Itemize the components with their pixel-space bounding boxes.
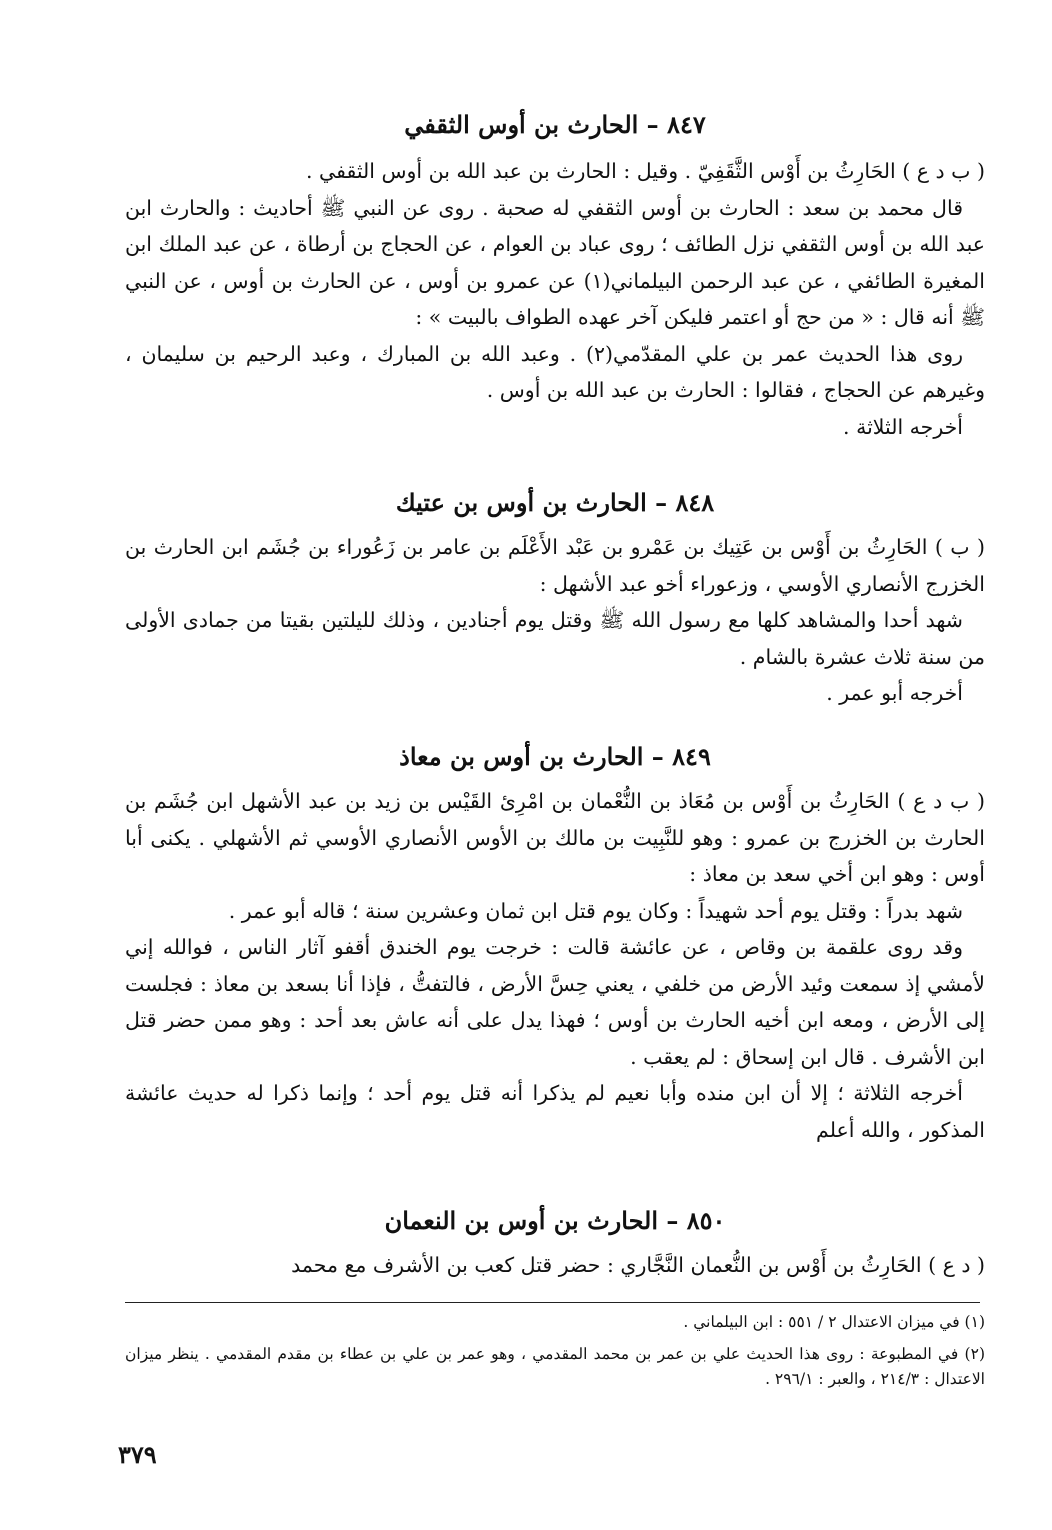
entry-849-intro: ( ب د ع ) الحَارِثُ بن أَوْس بن مُعَاذ بن النُّعْمان بن امْرِئ القَيْس بن زيد بن عبد الأشهل ابن جُشَم بن الحارث بن الخزرج بن عمرو : وهو للنَّبِيت بن مالك بن الأوس الأنصاري الأوسي ثم الأشهلي . يكنى أبا أوس : وهو ابن أخي سعد بن معاذ :: [125, 789, 985, 886]
entry-heading-850: ٨٥٠ – الحارث بن أوس بن النعمان: [384, 1206, 726, 1235]
entry-850: [125, 1247, 985, 1284]
footnote-1: (١) في ميزان الاعتدال ٢ / ٥٥١ : ابن البيلماني .: [683, 1313, 985, 1331]
entry-heading-848: ٨٤٨ – الحارث بن أوس بن عتيك: [395, 488, 715, 517]
entry-847-intro: ( ب د ع ) الحَارِثُ بن أَوْس الثَّقَفِيّ . وقيل : الحارث بن عبد الله بن أوس الثقفي .: [305, 159, 985, 183]
entry-heading-847: ٨٤٧ – الحارث بن أوس الثقفي: [404, 110, 706, 139]
entry-heading-849: ٨٤٩ – الحارث بن أوس بن معاذ: [399, 742, 711, 771]
entry-849-source: أخرجه الثلاثة ؛ إلا أن ابن منده وأبا نعيم لم يذكرا أنه قتل يوم أحد ؛ وإنما ذكرا له حديث عائشة المذكور ، والله أعلم: [125, 1081, 985, 1142]
entry-848: [125, 529, 985, 712]
entry-849-battle: شهد بدراً : وقتل يوم أحد شهيداً : وكان يوم قتل ابن ثمان وعشرين سنة ؛ قاله أبو عمر .: [228, 898, 963, 923]
footnote-divider: [125, 1302, 980, 1303]
page-number: ٣٧٩: [118, 1440, 157, 1469]
entry-848-intro: ( ب ) الحَارِثُ بن أَوْس بن عَتِيك بن عَمْرو بن عَبْد الأَعْلَم بن عامر بن زَعُوراء بن جُشَم ابن الحارث بن الخزرج الأنصاري الأوسي ، وزعوراء أخو عبد الأشهل :: [125, 535, 985, 596]
entry-850-intro: ( د ع ) الحَارِثُ بن أَوْس بن النُّعمان النَّجَّاري : حضر قتل كعب بن الأشرف مع محمد: [291, 1253, 985, 1277]
footnote-2: (٢) في المطبوعة : روى هذا الحديث علي بن عمر بن محمد المقدمي ، وهو عمر بن علي بن عطاء بن مقدم المقدمي . ينظر ميزان الاعتدال : ٢١٤/٣ ، والعبر : ٢٩٦/١ .: [125, 1345, 985, 1388]
entry-847: [125, 153, 985, 445]
entry-847-narration: روى هذا الحديث عمر بن علي المقدّمي(٢) . وعبد الله بن المبارك ، وعبد الرحيم بن سليمان ، وغيرهم عن الحجاج ، فقالوا : الحارث بن عبد الله بن أوس .: [125, 341, 985, 402]
entry-847-body: قال محمد بن سعد : الحارث بن أوس الثقفي له صحبة . روى عن النبي ﷺ أحاديث : والحارث ابن عبد الله بن أوس الثقفي نزل الطائف ؛ روى عباد بن العوام ، عن الحجاج بن أرطاة ، عن عبد الملك ابن المغيرة الطائفي ، عن عبد الرحمن البيلماني(١) عن عمرو بن أوس ، عن الحارث بن أوس ، عن النبي ﷺ أنه قال : « من حج أو اعتمر فليكن آخر عهده الطواف بالبيت » :: [125, 195, 985, 329]
entry-847-source: أخرجه الثلاثة .: [843, 414, 963, 439]
entry-848-source: أخرجه أبو عمر .: [826, 681, 963, 705]
entry-849: [125, 783, 985, 1148]
entry-849-narration: وقد روى علقمة بن وقاص ، عن عائشة قالت : خرجت يوم الخندق أقفو آثار الناس ، فوالله إني لأمشي إذ سمعت وئيد الأرض من خلفي ، يعني حِسَّ الأرض ، فالتفتُّ ، فإذا أنا بسعد بن معاذ : فجلست إلى الأرض ، ومعه ابن أخيه الحارث بن أوس ؛ فهذا يدل على أنه عاش بعد أحد : وهو ممن حضر قتل ابن الأشرف . قال ابن إسحاق : لم يعقب .: [125, 935, 985, 1069]
entry-848-body: شهد أحدا والمشاهد كلها مع رسول الله ﷺ وقتل يوم أجنادين ، وذلك لليلتين بقيتا من جمادى الأولى من سنة ثلاث عشرة بالشام .: [125, 608, 985, 669]
